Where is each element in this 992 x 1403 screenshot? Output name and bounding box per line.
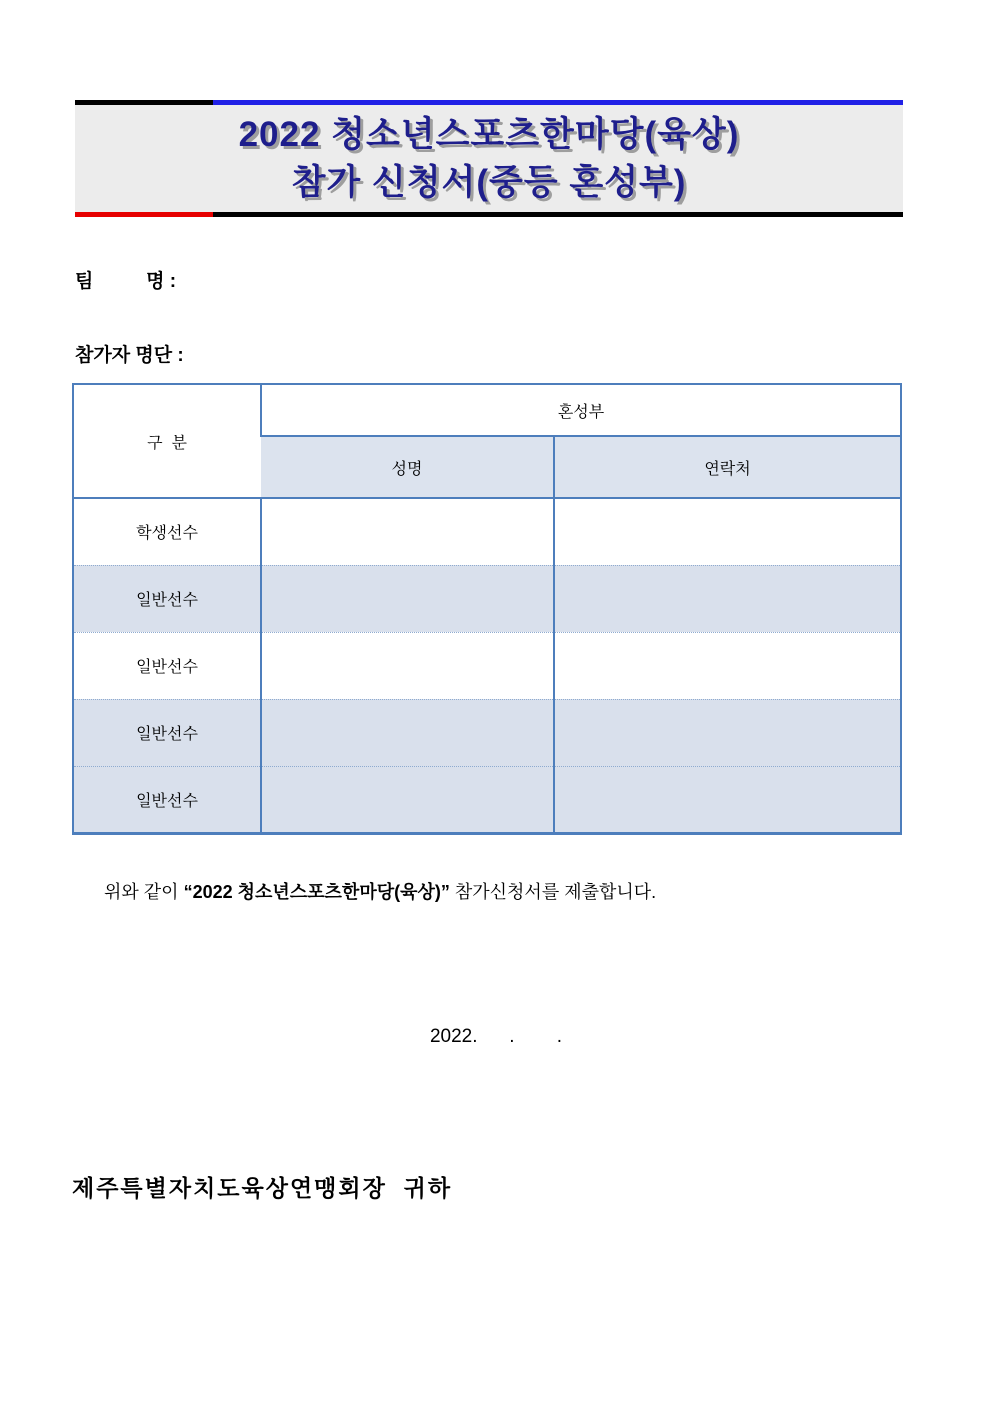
table-row-general-athlete-2 xyxy=(73,632,901,699)
table-row-general-athlete-4 xyxy=(73,766,901,833)
date-line: 2022. . . xyxy=(429,1026,562,1047)
banner-body xyxy=(75,105,903,212)
row-label-general-athlete-3: 일반선수 xyxy=(73,699,261,766)
table-header-row-1 xyxy=(73,384,901,436)
table-row-general-athlete-3 xyxy=(73,699,901,766)
roster-list-label: 참가자 명단 : xyxy=(75,345,184,366)
table-row-student-athlete xyxy=(73,498,901,565)
recipient-line: 제주특별자치도육상연맹회장 귀하 xyxy=(72,1175,453,1201)
statement-emphasis: “2022 청소년스포츠한마당(육상)” xyxy=(183,882,450,902)
table-row-general-athlete-1 xyxy=(73,565,901,632)
column-header-contact: 연락처 xyxy=(554,436,901,498)
name-cell-row4[interactable] xyxy=(261,699,554,766)
column-header-name: 성명 xyxy=(261,436,554,498)
team-name-label: 팀 명 : xyxy=(75,271,177,292)
form-title-line1: 2022 청소년스포츠한마당(육상) xyxy=(238,115,740,155)
form-title-line2: 참가 신청서(중등 혼성부) xyxy=(291,162,687,202)
column-header-group: 혼성부 xyxy=(261,384,901,436)
name-cell-row5[interactable] xyxy=(261,766,554,833)
column-header-category: 구 분 xyxy=(73,384,261,498)
statement-suffix: 참가신청서를 제출합니다. xyxy=(449,882,657,902)
title-banner xyxy=(75,100,903,217)
contact-cell-row3[interactable] xyxy=(554,632,901,699)
name-cell-row1[interactable] xyxy=(261,498,554,565)
row-label-general-athlete-1: 일반선수 xyxy=(73,565,261,632)
roster-table xyxy=(72,383,902,835)
contact-cell-row1[interactable] xyxy=(554,498,901,565)
statement-prefix: 위와 같이 xyxy=(104,882,184,902)
banner-bottom-rule xyxy=(75,212,903,217)
row-label-student-athlete: 학생선수 xyxy=(73,498,261,565)
contact-cell-row5[interactable] xyxy=(554,766,901,833)
contact-cell-row2[interactable] xyxy=(554,565,901,632)
row-label-general-athlete-2: 일반선수 xyxy=(73,632,261,699)
row-label-general-athlete-4: 일반선수 xyxy=(73,766,261,833)
contact-cell-row4[interactable] xyxy=(554,699,901,766)
submission-statement xyxy=(104,878,656,904)
name-cell-row2[interactable] xyxy=(261,565,554,632)
name-cell-row3[interactable] xyxy=(261,632,554,699)
